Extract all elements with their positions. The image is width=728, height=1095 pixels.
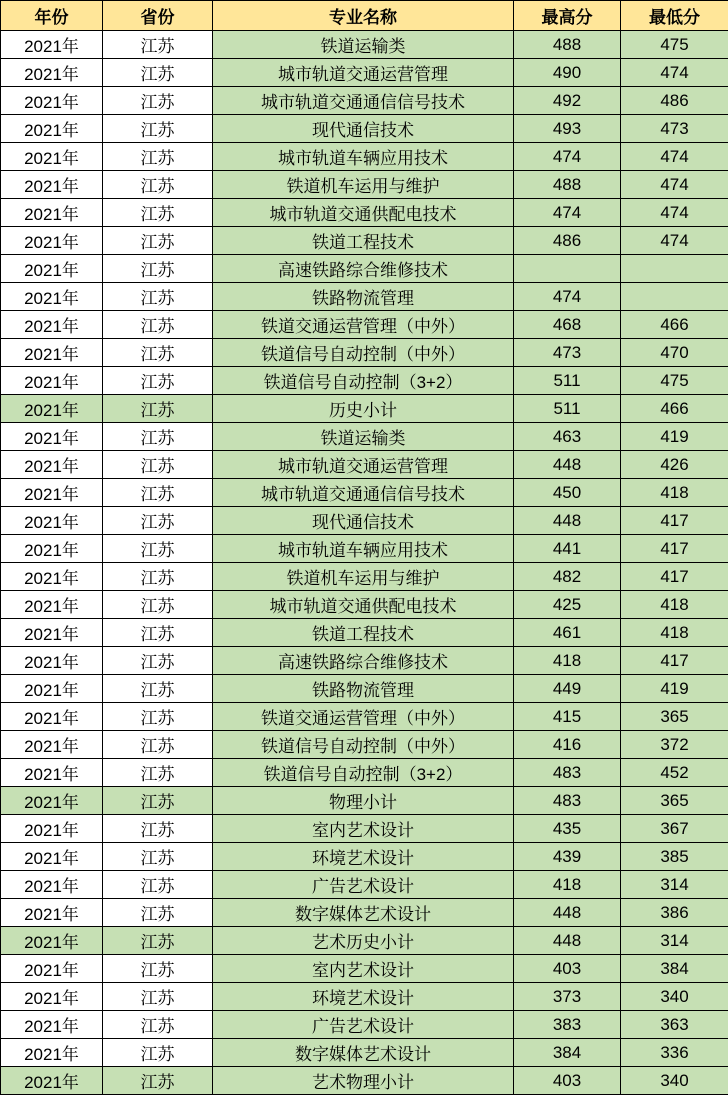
cell-max-score: 488 — [514, 31, 621, 59]
cell-year: 2021年 — [1, 479, 103, 507]
cell-province: 江苏 — [103, 255, 213, 283]
cell-province: 江苏 — [103, 787, 213, 815]
cell-year: 2021年 — [1, 563, 103, 591]
cell-province: 江苏 — [103, 31, 213, 59]
cell-min-score: 363 — [621, 1011, 728, 1039]
cell-year: 2021年 — [1, 731, 103, 759]
table-row — [1, 759, 728, 787]
table-row — [1, 927, 728, 955]
cell-province: 江苏 — [103, 731, 213, 759]
cell-year: 2021年 — [1, 311, 103, 339]
cell-max-score: 511 — [514, 395, 621, 423]
table-row — [1, 535, 728, 563]
cell-max-score: 511 — [514, 367, 621, 395]
cell-province: 江苏 — [103, 451, 213, 479]
cell-major: 城市轨道交通运营管理 — [213, 451, 514, 479]
cell-province: 江苏 — [103, 619, 213, 647]
cell-major: 环境艺术设计 — [213, 983, 514, 1011]
cell-major: 铁道运输类 — [213, 31, 514, 59]
cell-max-score: 439 — [514, 843, 621, 871]
cell-major: 艺术历史小计 — [213, 927, 514, 955]
cell-min-score: 474 — [621, 171, 728, 199]
cell-province: 江苏 — [103, 479, 213, 507]
cell-province: 江苏 — [103, 423, 213, 451]
cell-min-score: 385 — [621, 843, 728, 871]
cell-min-score: 386 — [621, 899, 728, 927]
cell-major: 室内艺术设计 — [213, 815, 514, 843]
cell-min-score: 419 — [621, 423, 728, 451]
cell-major: 铁道信号自动控制（中外） — [213, 731, 514, 759]
cell-major: 铁道工程技术 — [213, 227, 514, 255]
cell-max-score: 474 — [514, 199, 621, 227]
cell-year: 2021年 — [1, 703, 103, 731]
cell-year: 2021年 — [1, 227, 103, 255]
table-row — [1, 227, 728, 255]
cell-major: 现代通信技术 — [213, 507, 514, 535]
cell-max-score: 418 — [514, 871, 621, 899]
table-row — [1, 787, 728, 815]
cell-min-score: 418 — [621, 591, 728, 619]
cell-min-score — [621, 283, 728, 311]
cell-year: 2021年 — [1, 507, 103, 535]
table-row — [1, 199, 728, 227]
cell-major: 城市轨道交通通信信号技术 — [213, 87, 514, 115]
cell-min-score: 474 — [621, 227, 728, 255]
cell-min-score: 470 — [621, 339, 728, 367]
table-body — [1, 31, 728, 1095]
cell-min-score: 418 — [621, 619, 728, 647]
table-row — [1, 703, 728, 731]
cell-province: 江苏 — [103, 87, 213, 115]
cell-year: 2021年 — [1, 115, 103, 143]
cell-major: 广告艺术设计 — [213, 871, 514, 899]
cell-max-score: 449 — [514, 675, 621, 703]
cell-major: 城市轨道车辆应用技术 — [213, 143, 514, 171]
table-row — [1, 115, 728, 143]
cell-min-score: 367 — [621, 815, 728, 843]
table-row — [1, 283, 728, 311]
cell-year: 2021年 — [1, 591, 103, 619]
cell-max-score: 418 — [514, 647, 621, 675]
cell-min-score: 475 — [621, 367, 728, 395]
cell-min-score: 314 — [621, 927, 728, 955]
cell-max-score: 474 — [514, 283, 621, 311]
cell-province: 江苏 — [103, 535, 213, 563]
cell-major: 铁道机车运用与维护 — [213, 563, 514, 591]
cell-max-score: 488 — [514, 171, 621, 199]
cell-year: 2021年 — [1, 647, 103, 675]
cell-province: 江苏 — [103, 955, 213, 983]
table-row — [1, 507, 728, 535]
cell-year: 2021年 — [1, 787, 103, 815]
cell-major: 广告艺术设计 — [213, 1011, 514, 1039]
cell-province: 江苏 — [103, 395, 213, 423]
cell-year: 2021年 — [1, 87, 103, 115]
cell-province: 江苏 — [103, 675, 213, 703]
cell-major: 城市轨道车辆应用技术 — [213, 535, 514, 563]
cell-province: 江苏 — [103, 199, 213, 227]
cell-year: 2021年 — [1, 423, 103, 451]
cell-min-score: 475 — [621, 31, 728, 59]
cell-major: 铁道信号自动控制（3+2） — [213, 367, 514, 395]
table-row — [1, 451, 728, 479]
table-row — [1, 1011, 728, 1039]
table-row — [1, 899, 728, 927]
cell-year: 2021年 — [1, 535, 103, 563]
cell-province: 江苏 — [103, 1039, 213, 1067]
cell-max-score: 492 — [514, 87, 621, 115]
cell-year: 2021年 — [1, 871, 103, 899]
cell-max-score: 448 — [514, 899, 621, 927]
cell-min-score: 417 — [621, 647, 728, 675]
cell-year: 2021年 — [1, 143, 103, 171]
cell-province: 江苏 — [103, 563, 213, 591]
cell-major: 环境艺术设计 — [213, 843, 514, 871]
cell-major: 历史小计 — [213, 395, 514, 423]
cell-year: 2021年 — [1, 59, 103, 87]
table-row — [1, 171, 728, 199]
cell-year: 2021年 — [1, 1039, 103, 1067]
cell-max-score: 483 — [514, 787, 621, 815]
cell-max-score: 461 — [514, 619, 621, 647]
cell-major: 铁道工程技术 — [213, 619, 514, 647]
cell-province: 江苏 — [103, 759, 213, 787]
cell-max-score: 463 — [514, 423, 621, 451]
cell-min-score: 452 — [621, 759, 728, 787]
cell-major: 现代通信技术 — [213, 115, 514, 143]
cell-province: 江苏 — [103, 115, 213, 143]
cell-max-score: 373 — [514, 983, 621, 1011]
table-row — [1, 395, 728, 423]
cell-year: 2021年 — [1, 451, 103, 479]
cell-max-score: 448 — [514, 507, 621, 535]
cell-max-score: 416 — [514, 731, 621, 759]
cell-max-score: 450 — [514, 479, 621, 507]
table-row — [1, 871, 728, 899]
cell-major: 数字媒体艺术设计 — [213, 899, 514, 927]
cell-year: 2021年 — [1, 199, 103, 227]
cell-max-score: 448 — [514, 927, 621, 955]
cell-year: 2021年 — [1, 927, 103, 955]
cell-min-score: 314 — [621, 871, 728, 899]
cell-year: 2021年 — [1, 31, 103, 59]
cell-min-score: 486 — [621, 87, 728, 115]
cell-year: 2021年 — [1, 955, 103, 983]
table-row — [1, 367, 728, 395]
cell-max-score: 441 — [514, 535, 621, 563]
col-header-province: 省份 — [103, 1, 213, 31]
cell-province: 江苏 — [103, 927, 213, 955]
col-header-major: 专业名称 — [213, 1, 514, 31]
cell-province: 江苏 — [103, 339, 213, 367]
cell-province: 江苏 — [103, 591, 213, 619]
cell-province: 江苏 — [103, 899, 213, 927]
cell-max-score: 486 — [514, 227, 621, 255]
table-row — [1, 255, 728, 283]
table-row — [1, 843, 728, 871]
table-row — [1, 563, 728, 591]
cell-year: 2021年 — [1, 675, 103, 703]
cell-province: 江苏 — [103, 1067, 213, 1095]
cell-max-score: 384 — [514, 1039, 621, 1067]
table-row — [1, 1067, 728, 1095]
table-row — [1, 983, 728, 1011]
table-row — [1, 955, 728, 983]
cell-province: 江苏 — [103, 143, 213, 171]
cell-min-score — [621, 255, 728, 283]
cell-min-score: 384 — [621, 955, 728, 983]
cell-major: 城市轨道交通运营管理 — [213, 59, 514, 87]
col-header-min-score: 最低分 — [621, 1, 728, 31]
cell-year: 2021年 — [1, 815, 103, 843]
cell-province: 江苏 — [103, 843, 213, 871]
cell-min-score: 473 — [621, 115, 728, 143]
cell-min-score: 466 — [621, 395, 728, 423]
table-row — [1, 479, 728, 507]
cell-max-score: 435 — [514, 815, 621, 843]
cell-min-score: 365 — [621, 787, 728, 815]
cell-major: 铁道运输类 — [213, 423, 514, 451]
cell-max-score — [514, 255, 621, 283]
cell-year: 2021年 — [1, 759, 103, 787]
cell-year: 2021年 — [1, 339, 103, 367]
cell-major: 城市轨道交通供配电技术 — [213, 591, 514, 619]
col-header-year: 年份 — [1, 1, 103, 31]
cell-major: 铁路物流管理 — [213, 283, 514, 311]
cell-min-score: 419 — [621, 675, 728, 703]
col-header-max-score: 最高分 — [514, 1, 621, 31]
cell-max-score: 483 — [514, 759, 621, 787]
cell-major: 铁道信号自动控制（中外） — [213, 339, 514, 367]
cell-province: 江苏 — [103, 871, 213, 899]
cell-year: 2021年 — [1, 395, 103, 423]
cell-major: 铁道交通运营管理（中外） — [213, 703, 514, 731]
cell-year: 2021年 — [1, 1067, 103, 1095]
cell-max-score: 403 — [514, 1067, 621, 1095]
cell-max-score: 474 — [514, 143, 621, 171]
cell-min-score: 340 — [621, 1067, 728, 1095]
cell-year: 2021年 — [1, 255, 103, 283]
table-row — [1, 675, 728, 703]
cell-major: 室内艺术设计 — [213, 955, 514, 983]
cell-min-score: 474 — [621, 59, 728, 87]
table-row — [1, 31, 728, 59]
cell-major: 城市轨道交通通信信号技术 — [213, 479, 514, 507]
table-header — [1, 1, 728, 31]
cell-major: 高速铁路综合维修技术 — [213, 255, 514, 283]
cell-max-score: 493 — [514, 115, 621, 143]
table-row — [1, 591, 728, 619]
cell-min-score: 418 — [621, 479, 728, 507]
cell-year: 2021年 — [1, 367, 103, 395]
table-row — [1, 619, 728, 647]
table-row — [1, 59, 728, 87]
cell-min-score: 426 — [621, 451, 728, 479]
cell-province: 江苏 — [103, 367, 213, 395]
table-row — [1, 1039, 728, 1067]
cell-year: 2021年 — [1, 983, 103, 1011]
table-row — [1, 423, 728, 451]
cell-province: 江苏 — [103, 311, 213, 339]
cell-min-score: 474 — [621, 143, 728, 171]
cell-min-score: 372 — [621, 731, 728, 759]
table-row — [1, 731, 728, 759]
cell-province: 江苏 — [103, 507, 213, 535]
cell-year: 2021年 — [1, 283, 103, 311]
cell-year: 2021年 — [1, 899, 103, 927]
cell-major: 铁道交通运营管理（中外） — [213, 311, 514, 339]
cell-province: 江苏 — [103, 983, 213, 1011]
cell-major: 铁路物流管理 — [213, 675, 514, 703]
cell-year: 2021年 — [1, 171, 103, 199]
cell-major: 艺术物理小计 — [213, 1067, 514, 1095]
cell-max-score: 468 — [514, 311, 621, 339]
cell-province: 江苏 — [103, 1011, 213, 1039]
cell-major: 高速铁路综合维修技术 — [213, 647, 514, 675]
header-row — [1, 1, 728, 31]
cell-min-score: 417 — [621, 535, 728, 563]
cell-max-score: 403 — [514, 955, 621, 983]
cell-year: 2021年 — [1, 1011, 103, 1039]
cell-max-score: 415 — [514, 703, 621, 731]
cell-max-score: 473 — [514, 339, 621, 367]
cell-province: 江苏 — [103, 647, 213, 675]
cell-province: 江苏 — [103, 283, 213, 311]
cell-max-score: 490 — [514, 59, 621, 87]
cell-major: 物理小计 — [213, 787, 514, 815]
cell-major: 城市轨道交通供配电技术 — [213, 199, 514, 227]
cell-min-score: 474 — [621, 199, 728, 227]
cell-major: 铁道信号自动控制（3+2） — [213, 759, 514, 787]
cell-province: 江苏 — [103, 227, 213, 255]
cell-year: 2021年 — [1, 619, 103, 647]
cell-max-score: 448 — [514, 451, 621, 479]
cell-province: 江苏 — [103, 703, 213, 731]
cell-major: 铁道机车运用与维护 — [213, 171, 514, 199]
cell-max-score: 482 — [514, 563, 621, 591]
table-row — [1, 311, 728, 339]
cell-province: 江苏 — [103, 59, 213, 87]
cell-year: 2021年 — [1, 843, 103, 871]
cell-min-score: 336 — [621, 1039, 728, 1067]
cell-min-score: 417 — [621, 507, 728, 535]
cell-min-score: 417 — [621, 563, 728, 591]
table-row — [1, 339, 728, 367]
table-row — [1, 143, 728, 171]
cell-max-score: 425 — [514, 591, 621, 619]
cell-min-score: 340 — [621, 983, 728, 1011]
table-row — [1, 87, 728, 115]
cell-min-score: 365 — [621, 703, 728, 731]
cell-min-score: 466 — [621, 311, 728, 339]
table-row — [1, 647, 728, 675]
cell-max-score: 383 — [514, 1011, 621, 1039]
table-row — [1, 815, 728, 843]
cell-province: 江苏 — [103, 171, 213, 199]
cell-major: 数字媒体艺术设计 — [213, 1039, 514, 1067]
cell-province: 江苏 — [103, 815, 213, 843]
